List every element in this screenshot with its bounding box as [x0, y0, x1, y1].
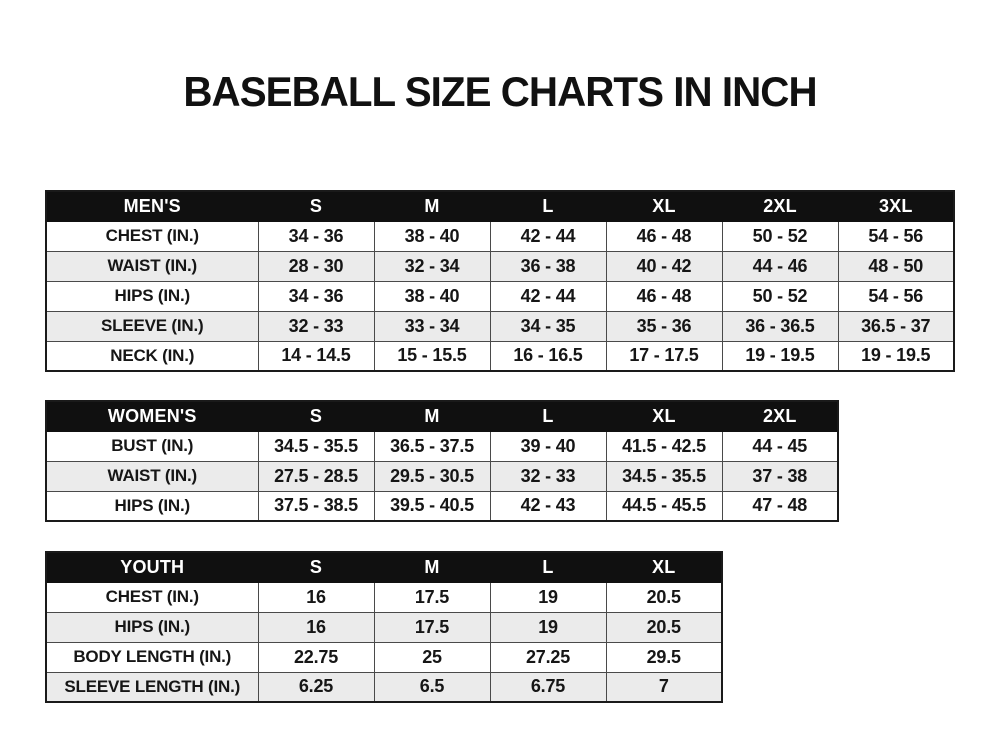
table-row: [46, 672, 722, 702]
size-value-cell: 27.25: [490, 642, 606, 672]
size-value-cell: 44 - 46: [722, 251, 838, 281]
size-value-cell: 34 - 35: [490, 311, 606, 341]
size-value-cell: 32 - 34: [374, 251, 490, 281]
row-label-cell: SLEEVE (IN.): [46, 311, 258, 341]
table-row: [46, 341, 954, 371]
size-value-cell: 25: [374, 642, 490, 672]
size-value-cell: 19 - 19.5: [838, 341, 954, 371]
size-column-header: 2XL: [722, 191, 838, 221]
table-row: [46, 612, 722, 642]
size-value-cell: 50 - 52: [722, 221, 838, 251]
table-row: [46, 582, 722, 612]
size-value-cell: 6.5: [374, 672, 490, 702]
size-column-header: L: [490, 552, 606, 582]
size-column-header: M: [374, 191, 490, 221]
size-value-cell: 20.5: [606, 612, 722, 642]
size-value-cell: 19: [490, 612, 606, 642]
size-column-header: XL: [606, 552, 722, 582]
size-value-cell: 17.5: [374, 612, 490, 642]
table-row: [46, 461, 838, 491]
size-value-cell: 32 - 33: [258, 311, 374, 341]
size-column-header: 3XL: [838, 191, 954, 221]
size-value-cell: 34.5 - 35.5: [258, 431, 374, 461]
size-value-cell: 42 - 44: [490, 221, 606, 251]
size-column-header: M: [374, 552, 490, 582]
row-label-cell: WAIST (IN.): [46, 461, 258, 491]
size-value-cell: 34 - 36: [258, 221, 374, 251]
size-value-cell: 38 - 40: [374, 281, 490, 311]
size-value-cell: 16 - 16.5: [490, 341, 606, 371]
size-value-cell: 36.5 - 37.5: [374, 431, 490, 461]
size-value-cell: 19: [490, 582, 606, 612]
size-value-cell: 35 - 36: [606, 311, 722, 341]
row-label-cell: BODY LENGTH (IN.): [46, 642, 258, 672]
size-value-cell: 40 - 42: [606, 251, 722, 281]
table-row: [46, 221, 954, 251]
size-value-cell: 46 - 48: [606, 281, 722, 311]
size-value-cell: 20.5: [606, 582, 722, 612]
size-value-cell: 41.5 - 42.5: [606, 431, 722, 461]
size-value-cell: 54 - 56: [838, 281, 954, 311]
size-value-cell: 14 - 14.5: [258, 341, 374, 371]
table-row: [46, 431, 838, 461]
size-value-cell: 6.75: [490, 672, 606, 702]
size-column-header: 2XL: [722, 401, 838, 431]
size-value-cell: 6.25: [258, 672, 374, 702]
size-value-cell: 15 - 15.5: [374, 341, 490, 371]
size-value-cell: 44.5 - 45.5: [606, 491, 722, 521]
size-column-header: S: [258, 552, 374, 582]
table-title-cell: MEN'S: [46, 191, 258, 221]
size-value-cell: 38 - 40: [374, 221, 490, 251]
size-value-cell: 39 - 40: [490, 431, 606, 461]
size-column-header: L: [490, 191, 606, 221]
table-row: [46, 281, 954, 311]
size-value-cell: 16: [258, 582, 374, 612]
size-column-header: S: [258, 401, 374, 431]
size-value-cell: 42 - 44: [490, 281, 606, 311]
size-column-header: M: [374, 401, 490, 431]
size-column-header: S: [258, 191, 374, 221]
size-value-cell: 16: [258, 612, 374, 642]
table-row: [46, 642, 722, 672]
womens-size-table: [45, 400, 839, 522]
size-value-cell: 42 - 43: [490, 491, 606, 521]
table-row: [46, 251, 954, 281]
row-label-cell: WAIST (IN.): [46, 251, 258, 281]
size-value-cell: 37.5 - 38.5: [258, 491, 374, 521]
row-label-cell: SLEEVE LENGTH (IN.): [46, 672, 258, 702]
size-value-cell: 27.5 - 28.5: [258, 461, 374, 491]
size-value-cell: 7: [606, 672, 722, 702]
row-label-cell: NECK (IN.): [46, 341, 258, 371]
row-label-cell: HIPS (IN.): [46, 612, 258, 642]
size-value-cell: 29.5 - 30.5: [374, 461, 490, 491]
size-value-cell: 34 - 36: [258, 281, 374, 311]
size-value-cell: 54 - 56: [838, 221, 954, 251]
size-value-cell: 29.5: [606, 642, 722, 672]
size-column-header: XL: [606, 191, 722, 221]
row-label-cell: HIPS (IN.): [46, 281, 258, 311]
size-value-cell: 50 - 52: [722, 281, 838, 311]
table-header-row: [46, 401, 838, 431]
size-value-cell: 44 - 45: [722, 431, 838, 461]
table-row: [46, 491, 838, 521]
table-header-row: [46, 191, 954, 221]
size-value-cell: 28 - 30: [258, 251, 374, 281]
size-value-cell: 48 - 50: [838, 251, 954, 281]
size-value-cell: 17 - 17.5: [606, 341, 722, 371]
youth-size-table: [45, 551, 723, 703]
table-header-row: [46, 552, 722, 582]
row-label-cell: BUST (IN.): [46, 431, 258, 461]
row-label-cell: CHEST (IN.): [46, 582, 258, 612]
mens-size-table: [45, 190, 955, 372]
size-value-cell: 33 - 34: [374, 311, 490, 341]
size-value-cell: 22.75: [258, 642, 374, 672]
size-value-cell: 36 - 36.5: [722, 311, 838, 341]
size-value-cell: 39.5 - 40.5: [374, 491, 490, 521]
size-value-cell: 19 - 19.5: [722, 341, 838, 371]
table-title-cell: YOUTH: [46, 552, 258, 582]
size-value-cell: 47 - 48: [722, 491, 838, 521]
size-column-header: L: [490, 401, 606, 431]
table-title-cell: WOMEN'S: [46, 401, 258, 431]
size-value-cell: 36 - 38: [490, 251, 606, 281]
size-value-cell: 32 - 33: [490, 461, 606, 491]
row-label-cell: HIPS (IN.): [46, 491, 258, 521]
size-value-cell: 34.5 - 35.5: [606, 461, 722, 491]
size-value-cell: 46 - 48: [606, 221, 722, 251]
page-title: BASEBALL SIZE CHARTS IN INCH: [183, 68, 817, 115]
table-row: [46, 311, 954, 341]
row-label-cell: CHEST (IN.): [46, 221, 258, 251]
size-value-cell: 37 - 38: [722, 461, 838, 491]
size-column-header: XL: [606, 401, 722, 431]
size-value-cell: 36.5 - 37: [838, 311, 954, 341]
size-value-cell: 17.5: [374, 582, 490, 612]
